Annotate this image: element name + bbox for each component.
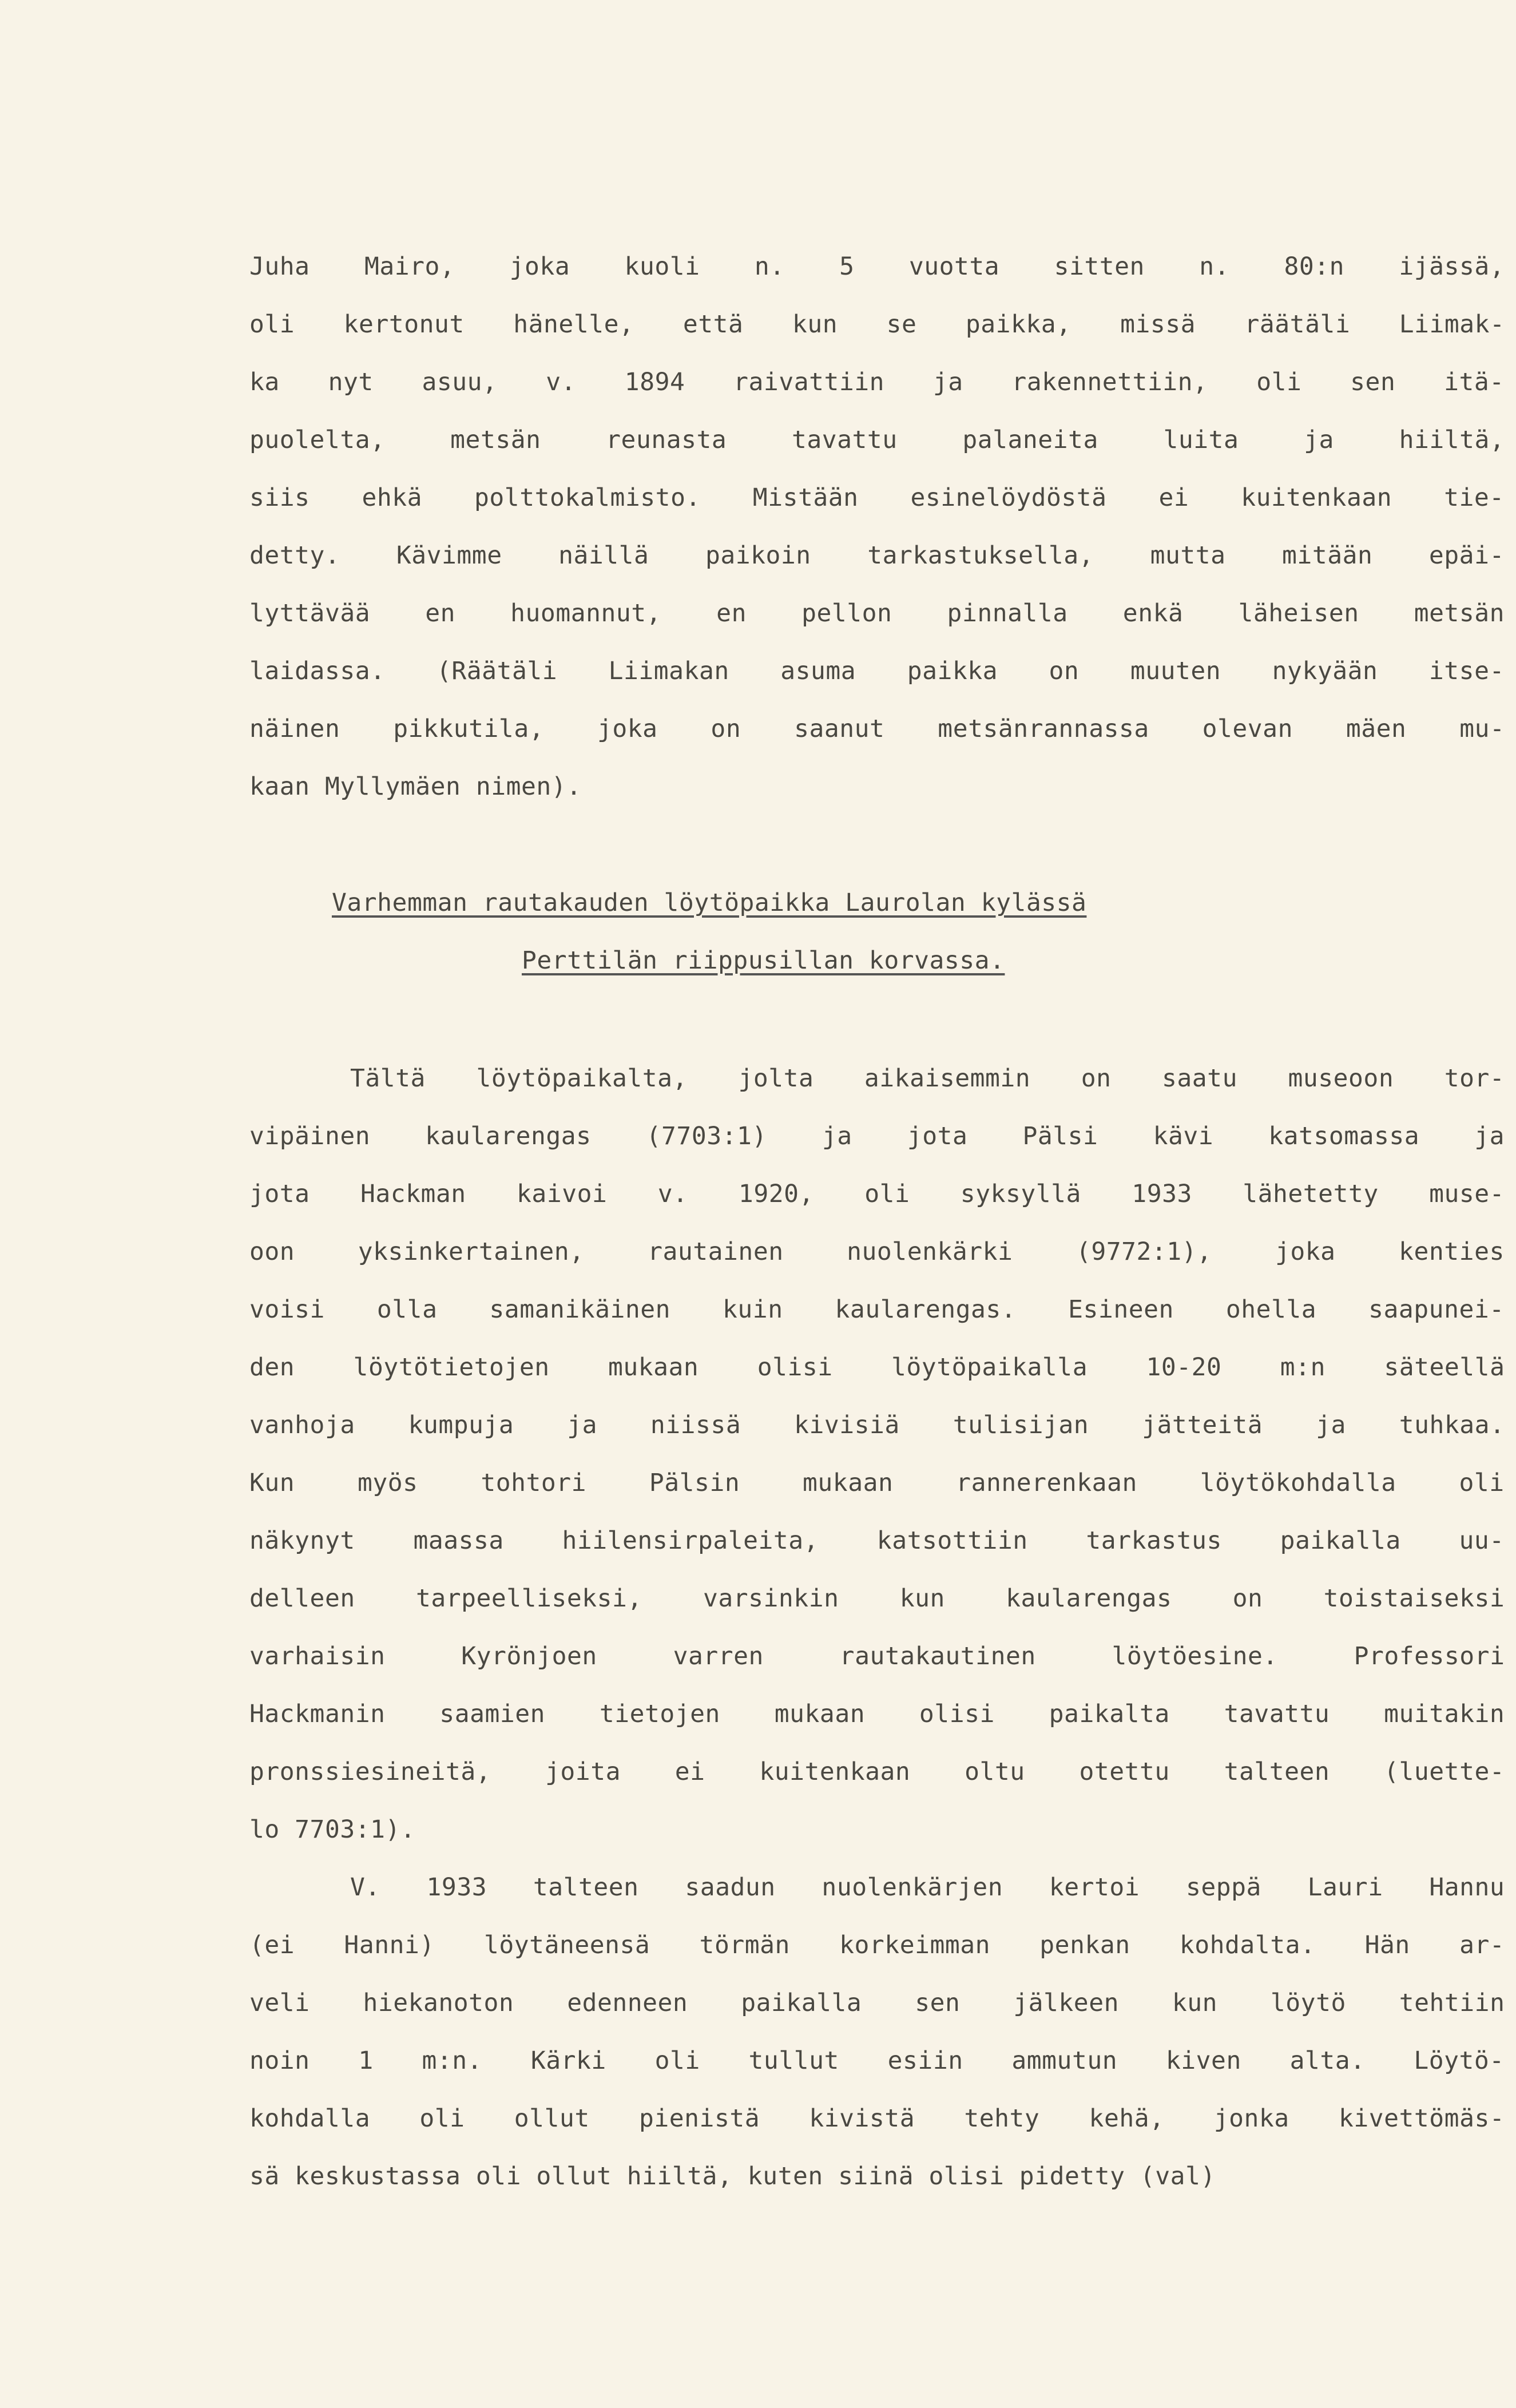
text-line: Hackmanin saamien tietojen mukaan olisi paikalta tavattu muitakin	[249, 1700, 1505, 1728]
text-line: näkynyt maassa hiilensirpaleita, katsottiin tarkastus paikalla uu-	[249, 1526, 1505, 1555]
text-line: kaan Myllymäen nimen).	[249, 772, 582, 801]
text-line: den löytötietojen mukaan olisi löytöpaikalla 10-20 m:n säteellä	[249, 1353, 1505, 1382]
text-line: delleen tarpeelliseksi, varsinkin kun kaularengas on toistaiseksi	[249, 1584, 1505, 1613]
text-line: (ei Hanni) löytäneensä törmän korkeimman penkan kohdalta. Hän ar-	[249, 1931, 1505, 1959]
text-line: varhaisin Kyrönjoen varren rautakautinen löytöesine. Professori	[249, 1642, 1505, 1671]
text-line: vanhoja kumpuja ja niissä kivisiä tulisijan jätteitä ja tuhkaa.	[249, 1411, 1505, 1439]
text-line: Juha Mairo, joka kuoli n. 5 vuotta sitten n. 80:n ijässä,	[249, 252, 1505, 281]
text-line: oli kertonut hänelle, että kun se paikka, missä räätäli Liimak-	[249, 310, 1505, 339]
text-line: siis ehkä polttokalmisto. Mistään esinelöydöstä ei kuitenkaan tie-	[249, 483, 1505, 512]
text-line: pronssiesineitä, joita ei kuitenkaan oltu otettu talteen (luette-	[249, 1758, 1505, 1786]
text-line: voisi olla samanikäinen kuin kaularengas. Esineen ohella saapunei-	[249, 1295, 1505, 1324]
text-line: vipäinen kaularengas (7703:1) ja jota Pälsi kävi katsomassa ja	[249, 1122, 1505, 1151]
text-line: lo 7703:1).	[249, 1815, 416, 1844]
text-line: Kun myös tohtori Pälsin mukaan rannerenkaan löytökohdalla oli	[249, 1469, 1505, 1497]
text-line: lyttävää en huomannut, en pellon pinnalla enkä läheisen metsän	[249, 599, 1505, 628]
text-line: laidassa. (Räätäli Liimakan asuma paikka on muuten nykyään itse-	[249, 657, 1505, 685]
text-line: kohdalla oli ollut pienistä kivistä tehty kehä, jonka kivettömäs-	[249, 2104, 1505, 2133]
text-line: noin 1 m:n. Kärki oli tullut esiin ammutun kiven alta. Löytö-	[249, 2046, 1505, 2075]
text-line: oon yksinkertainen, rautainen nuolenkärki (9772:1), joka kenties	[249, 1237, 1505, 1266]
text-line: Tältä löytöpaikalta, jolta aikaisemmin on saatu museoon tor-	[350, 1064, 1505, 1093]
text-line: näinen pikkutila, joka on saanut metsänrannassa olevan mäen mu-	[249, 715, 1505, 743]
text-line: detty. Kävimme näillä paikoin tarkastuksella, mutta mitään epäi-	[249, 541, 1505, 570]
section-heading-line-1: Varhemman rautakauden löytöpaikka Laurolan kylässä	[332, 888, 1087, 917]
text-line: veli hiekanoton edenneen paikalla sen jälkeen kun löytö tehtiin	[249, 1989, 1505, 2017]
text-line: V. 1933 talteen saadun nuolenkärjen kertoi seppä Lauri Hannu	[350, 1873, 1505, 1902]
text-line: jota Hackman kaivoi v. 1920, oli syksyllä 1933 lähetetty muse-	[249, 1180, 1505, 1208]
text-line: ka nyt asuu, v. 1894 raivattiin ja rakennettiin, oli sen itä-	[249, 368, 1505, 396]
text-line: sä keskustassa oli ollut hiiltä, kuten siinä olisi pidetty (val)	[249, 2162, 1216, 2191]
text-line: puolelta, metsän reunasta tavattu palaneita luita ja hiiltä,	[249, 426, 1505, 454]
section-heading-line-2: Perttilän riippusillan korvassa.	[522, 946, 1005, 975]
